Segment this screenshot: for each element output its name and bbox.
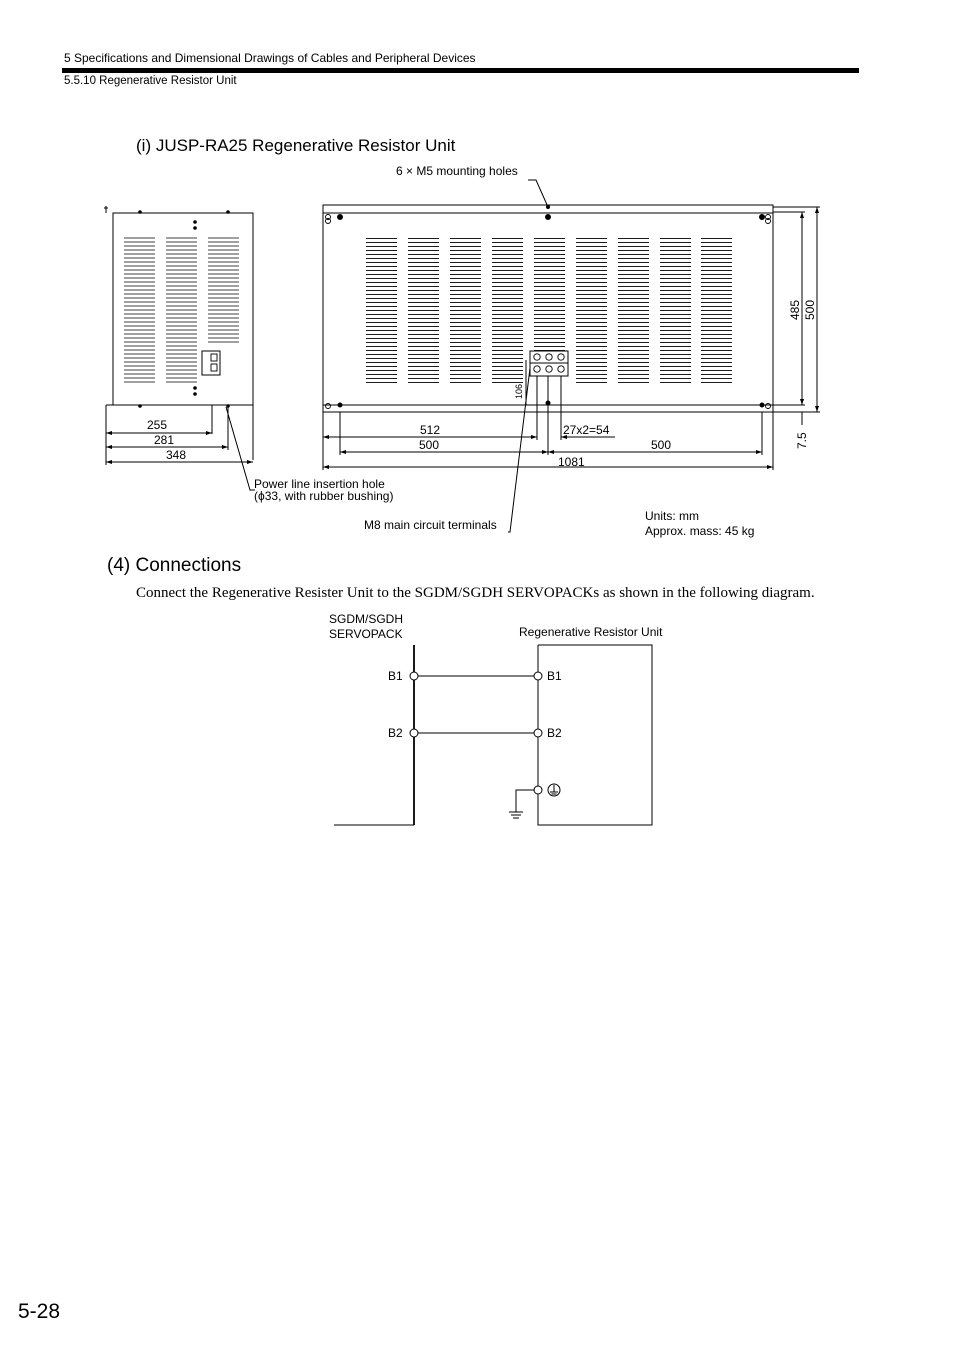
side-vent-2 [166,238,197,382]
dim-348: 348 [166,448,187,462]
dim-27x2: 27x2=54 [563,423,610,437]
label-mass: Approx. mass: 45 kg [645,524,755,538]
section-title-connections: (4) Connections [107,555,242,576]
header-section: 5.5.10 Regenerative Resistor Unit [64,75,237,87]
page-number: 5-28 [18,1300,61,1323]
front-vents [366,238,732,383]
side-vent-3 [208,238,239,342]
dim-1081: 1081 [558,455,585,469]
right-b1: B1 [547,669,562,683]
left-b1: B1 [388,669,403,683]
servopack-label-1: SGDM/SGDH [329,612,404,626]
subsection-title: (i) JUSP-RA25 Regenerative Resistor Unit [136,136,456,155]
label-units: Units: mm [645,509,699,523]
connection-diagram [334,645,652,825]
dim-500-right: 500 [651,438,672,452]
dim-500-vertical: 500 [803,299,817,320]
label-mounting-holes: 6 × M5 mounting holes [396,164,518,178]
side-vent-1 [124,238,155,382]
dim-500-left: 500 [419,438,440,452]
dim-485: 485 [788,299,802,320]
dim-512: 512 [420,423,441,437]
label-m8-terminals: M8 main circuit terminals [364,518,497,532]
servopack-label-2: SERVOPACK [329,627,403,641]
header-chapter: 5 Specifications and Dimensional Drawings of Cables and Peripheral Devices [64,51,476,65]
resistor-unit-label: Regenerative Resistor Unit [519,625,663,639]
left-b2: B2 [388,726,403,740]
label-power-hole-1: Power line insertion hole [254,477,385,491]
dim-281: 281 [154,433,175,447]
dim-106: 106 [514,383,524,399]
right-b2: B2 [547,726,562,740]
connections-paragraph: Connect the Regenerative Resister Unit to the SGDM/SGDH SERVOPACKs as shown in the following diagram. [136,585,815,601]
dim-7-5: 7.5 [795,432,809,449]
dim-255: 255 [147,418,168,432]
label-power-hole-2: (ϕ33, with rubber bushing) [254,489,394,503]
